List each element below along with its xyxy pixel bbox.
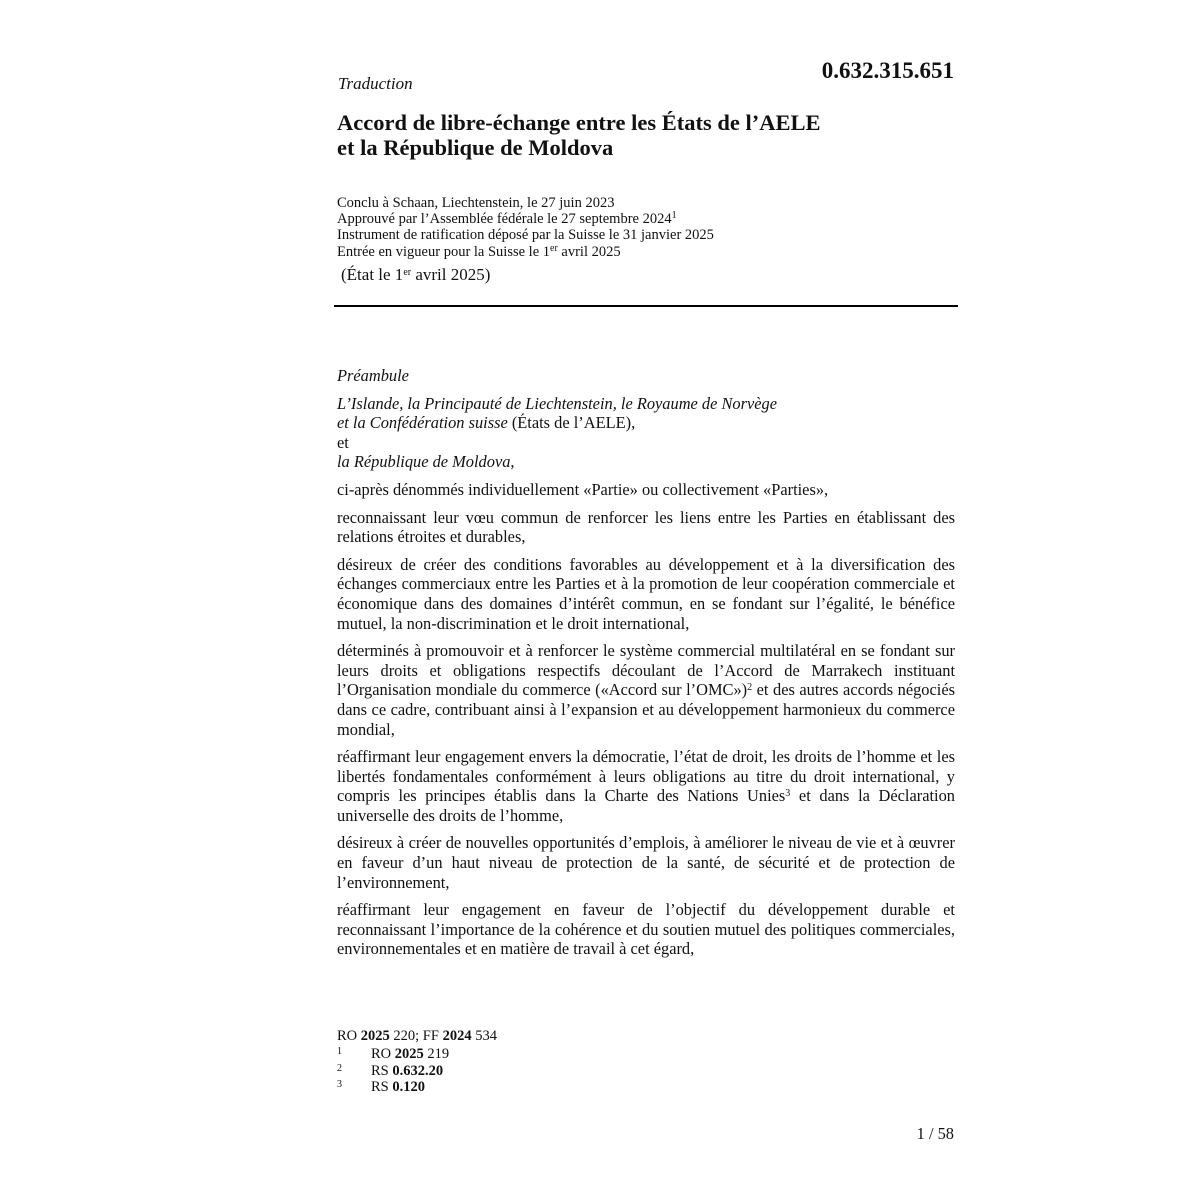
footnote-ref-2[interactable]: 2: [747, 682, 753, 694]
date-approuve: Approuvé par l’Assemblée fédérale le 27 septembre 2024$^1$: [337, 210, 677, 228]
footnote: 1 RO 2025 219: [337, 1046, 450, 1062]
date-entree: Entrée en vigueur pour la Suisse le 1er avril 2025: [337, 242, 621, 260]
title-line-2: et la République de Moldova: [337, 135, 614, 160]
paragraph-reaffirmant-durable: réaffirmant leur engagement en faveur de l’objectif du développement durable et reconnaissant l’importance de la cohérence et du soutien mutuel des politiques commerciales, environnementales et en matière de travail à cet égard,: [337, 900, 955, 959]
parties-line-1: L’Islande, la Principauté de Liechtenstein, le Royaume de Norvège: [337, 393, 778, 413]
footnote: 2 RS 0.632.20: [337, 1062, 444, 1079]
preamble-heading: Préambule: [337, 366, 409, 385]
title-line-1: Accord de libre-échange entre les États de l’AELE: [337, 110, 821, 135]
dates-block: [337, 195, 957, 260]
paragraph-reaffirmant: réaffirmant leur engagement envers la démocratie, l’état de droit, les droits de l’homme et les libertés fondamentales conformément à leurs obligations au titre du droit international, y compris les principes établis dans la Charte des Nations Unies$^3$ et dans la Déclaration universelle des droits de l’homme,: [337, 747, 955, 825]
paragraph-reconnaissant: reconnaissant leur vœu commun de renforcer les liens entre les Parties en établissant des relations étroites et durables,: [337, 507, 955, 547]
paragraph-desireux-emplois: désireux à créer de nouvelles opportunités d’emplois, à améliorer le niveau de vie et à œuvrer en faveur d’un haut niveau de protection de la santé, de sécurité et de protection de l’environnement,: [337, 833, 955, 892]
traduction-label: Traduction: [338, 74, 413, 93]
footnote: 3 RS 0.120: [337, 1079, 425, 1095]
document-title: [337, 110, 937, 160]
header-divider: [334, 305, 958, 307]
footnotes: [337, 1046, 449, 1096]
footnote-number: 2: [337, 1062, 342, 1074]
publication-reference: RO 2025 220; FF 2024 534: [337, 1028, 497, 1044]
footnote-number: 3: [337, 1079, 342, 1090]
paragraph-determines: déterminés à promouvoir et à renforcer le système commercial multilatéral en se fondant sur leurs droits et obligations respectifs découlant de l’Accord de Marrakech instituant l’Organisation mondiale du commerce («Accord sur l’OMC»)$^2$ et des autres accords négociés dans ce cadre, contribuant ainsi à l’expansion et au développement harmonieux du commerce mondial,: [337, 641, 955, 739]
footnote-ref-3[interactable]: 3: [785, 788, 791, 800]
paragraph-desireux-creer: désireux de créer des conditions favorables au développement et à la diversification des échanges commerciaux entre les Parties et à la promotion de leur coopération commerciale et économique dans des domaines d’intérêt commun, en se fondant sur l’égalité, le bénéfice mutuel, la non-discrimination et le droit international,: [337, 554, 955, 633]
footnote-number: 1: [337, 1046, 342, 1057]
parties-line-2: et la Confédération suisse (États de l’AELE),: [337, 413, 636, 433]
paragraph-ciapres: ci-après dénommés individuellement «Partie» ou collectivement «Parties»,: [337, 479, 829, 499]
etat-date: (État le 1er avril 2025): [341, 265, 491, 284]
sr-number: 0.632.315.651: [821, 58, 954, 83]
date-conclu: Conclu à Schaan, Liechtenstein, le 27 juin 2023: [337, 195, 615, 211]
footnote-ref-1[interactable]: 1: [671, 210, 677, 222]
et-line: et: [337, 432, 349, 452]
preamble: [337, 366, 955, 959]
page-indicator: 1 / 58: [916, 1124, 954, 1143]
date-instrument: Instrument de ratification déposé par la Suisse le 31 janvier 2025: [337, 227, 714, 244]
moldova-line: la République de Moldova,: [337, 452, 515, 472]
